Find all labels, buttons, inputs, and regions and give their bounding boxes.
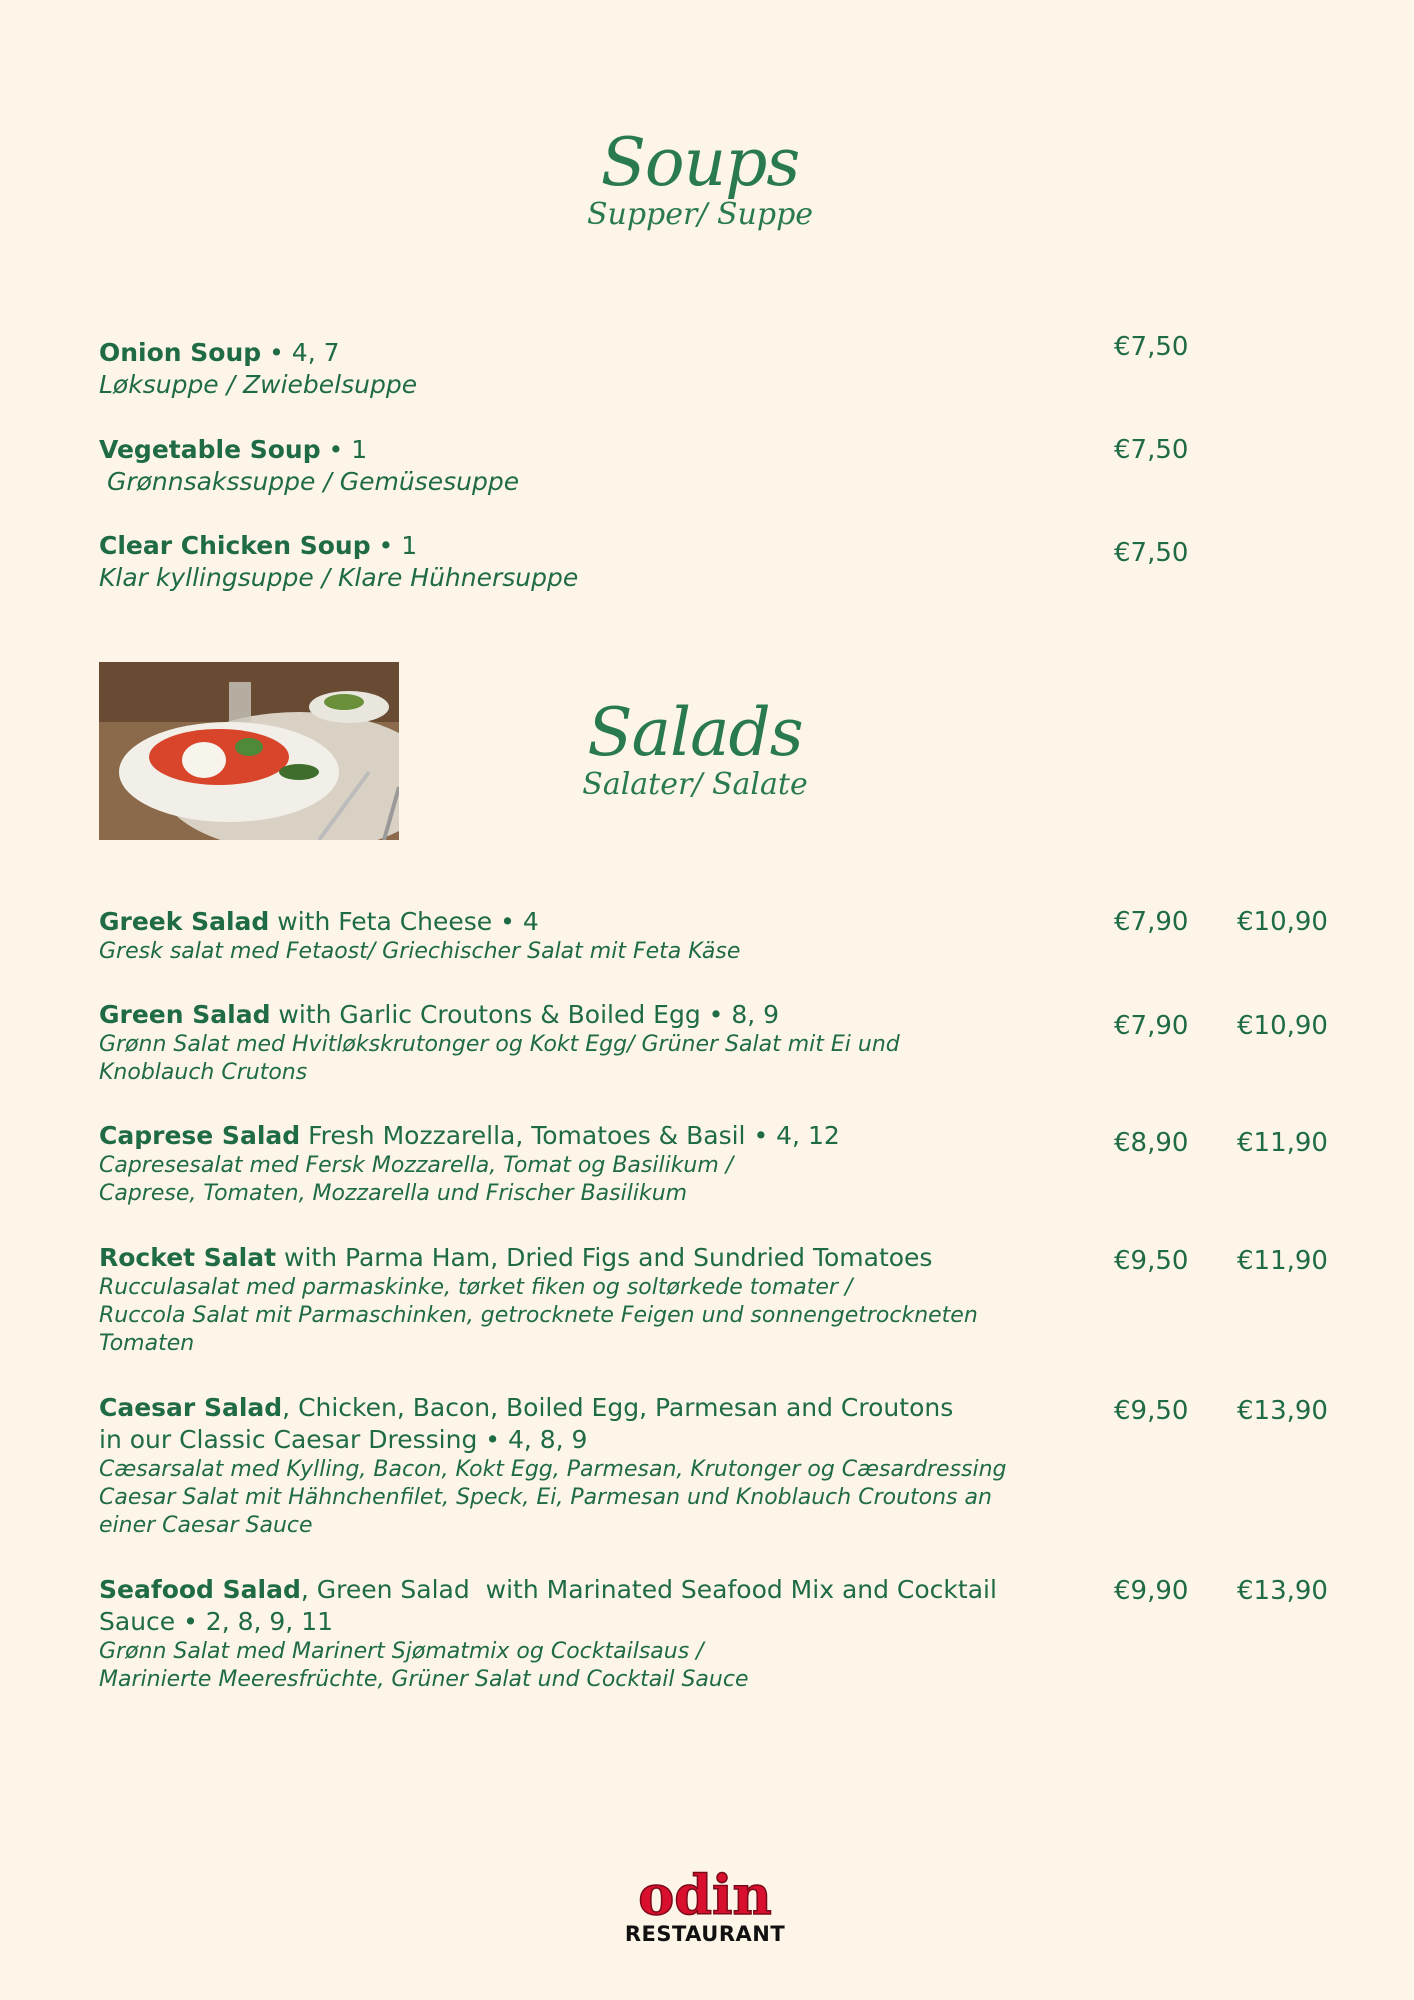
item-translation-line: Ruccola Salat mit Parmaschinken, getrocknete Feigen und sonnengetrockneten xyxy=(99,1303,978,1328)
salad-item-rocket xyxy=(99,1242,1099,1358)
item-translation-line: Grønn Salat med Marinert Sjømatmix og Cocktailsaus / xyxy=(99,1639,704,1664)
salad-price-small-caesar: €9,50 xyxy=(1114,1396,1189,1426)
item-translation-line: Cæsarsalat med Kylling, Bacon, Kokt Egg, Parmesan, Krutonger og Cæsardressing xyxy=(99,1457,1007,1482)
salad-item-green xyxy=(99,999,1099,1087)
soup-price-onion: €7,50 xyxy=(1114,332,1189,362)
salad-price-large-caesar: €13,90 xyxy=(1237,1396,1328,1426)
item-translation-line: Caesar Salat mit Hähnchenfilet, Speck, Ei, Parmesan und Knoblauch Croutons an xyxy=(99,1485,992,1510)
item-translation-line: Caprese, Tomaten, Mozzarella und Frischer Basilikum xyxy=(99,1181,688,1206)
item-name: Caesar Salad xyxy=(99,1393,283,1422)
soup-item-chicken xyxy=(99,530,1099,594)
item-name: Seafood Salad xyxy=(99,1575,301,1604)
item-name: Vegetable Soup xyxy=(99,435,321,464)
salad-price-small-rocket: €9,50 xyxy=(1114,1246,1189,1276)
salads-title: Salads xyxy=(587,694,803,771)
salad-photo xyxy=(99,662,399,840)
item-allergens: • 1 xyxy=(370,531,418,560)
salad-price-large-caprese: €11,90 xyxy=(1237,1128,1328,1158)
item-translation: Klar kyllingsuppe / Klare Hühnersuppe xyxy=(99,563,579,592)
salad-price-large-green: €10,90 xyxy=(1237,1011,1328,1041)
salad-price-small-seafood: €9,90 xyxy=(1114,1576,1189,1606)
item-translation: Gresk salat med Fetaost/ Griechischer Salat mit Feta Käse xyxy=(99,939,741,964)
item-description: with Garlic Croutons & Boiled Egg • 8, 9 xyxy=(270,1000,780,1029)
salad-item-caesar xyxy=(99,1392,1099,1540)
item-allergens: • 1 xyxy=(320,435,368,464)
item-name: Green Salad xyxy=(99,1000,271,1029)
salad-price-large-rocket: €11,90 xyxy=(1237,1246,1328,1276)
soups-title: Soups xyxy=(600,124,800,201)
logo-subtitle: RESTAURANT xyxy=(624,1922,786,1946)
item-description: with Feta Cheese • 4 xyxy=(269,907,539,936)
soup-price-vegetable: €7,50 xyxy=(1114,435,1189,465)
item-description: Fresh Mozzarella, Tomatoes & Basil • 4, 12 xyxy=(300,1121,840,1150)
item-name: Greek Salad xyxy=(99,907,270,936)
item-translation: Løksuppe / Zwiebelsuppe xyxy=(99,370,418,399)
salads-heading xyxy=(550,694,840,802)
odin-logo-mark xyxy=(620,1868,790,1924)
soups-subtitle: Supper/ Suppe xyxy=(586,197,814,232)
item-translation-line: Grønn Salat med Hvitløkskrutonger og Kokt Egg/ Grüner Salat mit Ei und xyxy=(99,1032,900,1057)
item-translation: Grønnsakssuppe / Gemüsesuppe xyxy=(99,467,520,496)
salad-price-small-caprese: €8,90 xyxy=(1114,1128,1189,1158)
salad-item-greek xyxy=(99,906,1099,966)
salad-price-small-greek: €7,90 xyxy=(1114,907,1189,937)
item-allergens: • 4, 7 xyxy=(261,338,340,367)
restaurant-logo xyxy=(600,1868,810,1946)
salads-subtitle: Salater/ Salate xyxy=(582,767,808,802)
salad-price-small-green: €7,90 xyxy=(1114,1011,1189,1041)
item-translation-line: Rucculasalat med parmaskinke, tørket fiken og soltørkede tomater / xyxy=(99,1275,853,1300)
logo-word: odin xyxy=(638,1868,772,1924)
item-translation-line: Tomaten xyxy=(99,1331,195,1356)
salad-price-large-greek: €10,90 xyxy=(1237,907,1328,937)
item-description-line: in our Classic Caesar Dressing • 4, 8, 9 xyxy=(99,1425,588,1454)
soup-item-vegetable xyxy=(99,434,1099,498)
item-translation-line: Knoblauch Crutons xyxy=(99,1060,308,1085)
item-name: Onion Soup xyxy=(99,338,262,367)
soup-price-chicken: €7,50 xyxy=(1114,538,1189,568)
salad-price-large-seafood: €13,90 xyxy=(1237,1576,1328,1606)
salad-item-seafood xyxy=(99,1574,1099,1694)
item-translation-line: Capresesalat med Fersk Mozzarella, Tomat og Basilikum / xyxy=(99,1153,734,1178)
item-name: Clear Chicken Soup xyxy=(99,531,371,560)
soup-item-onion xyxy=(99,337,1099,401)
item-name: Caprese Salad xyxy=(99,1121,301,1150)
item-translation-line: Marinierte Meeresfrüchte, Grüner Salat und Cocktail Sauce xyxy=(99,1667,749,1692)
item-description: , Chicken, Bacon, Boiled Egg, Parmesan and Croutons xyxy=(282,1393,954,1422)
item-description-line: Sauce • 2, 8, 9, 11 xyxy=(99,1607,334,1636)
item-description: , Green Salad with Marinated Seafood Mix and Cocktail xyxy=(300,1575,997,1604)
soups-heading xyxy=(580,124,820,232)
item-translation-line: einer Caesar Sauce xyxy=(99,1513,313,1538)
item-name: Rocket Salat xyxy=(99,1243,277,1272)
item-description: with Parma Ham, Dried Figs and Sundried Tomatoes xyxy=(276,1243,933,1272)
salad-item-caprese xyxy=(99,1120,1099,1208)
